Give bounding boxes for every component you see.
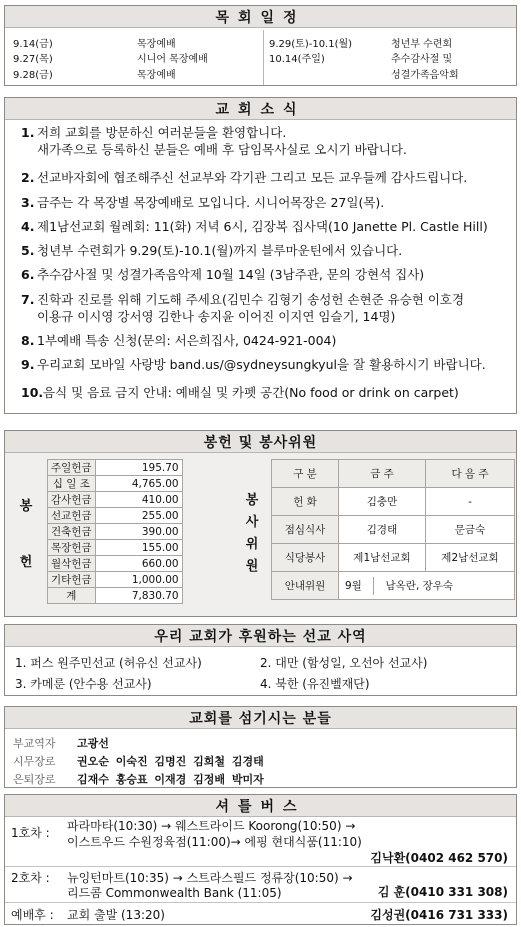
offering-amount: 410.00 xyxy=(95,492,182,508)
news-panel xyxy=(4,97,517,414)
news-title: 교회소식 xyxy=(5,98,516,120)
service-side-label: 위 xyxy=(245,537,259,552)
service-role: 식당봉사 xyxy=(272,544,339,572)
after-service-label: 예배후 : xyxy=(11,908,54,922)
schedule-event: 목장예배 xyxy=(137,39,176,50)
schedule-event: 성결가족음악회 xyxy=(391,70,459,81)
service-header-row xyxy=(272,460,515,488)
news-number: 10. xyxy=(21,385,44,400)
service-next-week: - xyxy=(426,488,515,516)
schedule-title: 목회일정 xyxy=(5,6,516,28)
service-next-week: 제2남선교회 xyxy=(426,544,515,572)
news-item xyxy=(21,291,464,325)
news-number: 1. xyxy=(21,125,35,140)
offering-amount: 660.00 xyxy=(95,556,182,572)
news-text: 새가족으로 등록하신 분들은 예배 후 담임목사실로 오시기 바랍니다. xyxy=(37,142,407,157)
offering-side-label: 봉 xyxy=(19,499,33,514)
news-text: 진학과 진로를 위해 기도해 주세요(김민수 김형기 송성헌 손현준 유승현 이호경 xyxy=(37,292,465,307)
offering-amount: 155.00 xyxy=(95,540,182,556)
news-text: 선교바자회에 협조해주신 선교부와 각기관 그리고 모든 교우들께 감사드립니다. xyxy=(37,170,468,185)
bus1-route-line1: 파라마타(10:30) → 웨스트라이드 Koorong(10:50) → xyxy=(67,819,356,833)
service-row xyxy=(272,544,515,572)
offering-amount: 195.70 xyxy=(95,460,182,476)
servant-names: 고광선 xyxy=(77,737,109,750)
shuttle-divider xyxy=(5,902,516,903)
servants-title: 교회를 섬기시는 분들 xyxy=(5,707,516,729)
bus2-label: 2호차 : xyxy=(11,871,50,885)
servant-row xyxy=(13,771,264,787)
news-number: 4. xyxy=(21,219,35,234)
service-row xyxy=(272,488,515,516)
news-number: 3. xyxy=(21,195,35,210)
offering-label: 기타헌금 xyxy=(48,572,96,588)
news-number: 5. xyxy=(21,243,35,258)
servants-panel xyxy=(4,706,517,788)
news-item xyxy=(21,384,459,401)
news-item xyxy=(21,266,424,283)
news-item xyxy=(21,124,407,158)
offering-table xyxy=(47,459,183,604)
service-next-week: 문금숙 xyxy=(426,516,515,544)
service-side-label: 사 xyxy=(245,515,259,530)
news-item xyxy=(21,332,336,349)
news-text: 1부예배 특송 신청(문의: 서은희집사, 0424-921-004) xyxy=(37,333,337,348)
servant-role: 은퇴장로 xyxy=(13,773,56,786)
offering-row xyxy=(48,540,183,556)
offering-row xyxy=(48,460,183,476)
offering-label: 목장헌금 xyxy=(48,540,96,556)
mission-item: 4. 북한 (유진벨재단) xyxy=(260,677,370,691)
offering-row xyxy=(48,476,183,492)
news-number: 7. xyxy=(21,292,35,307)
servant-role: 부교역자 xyxy=(13,737,56,750)
news-item xyxy=(21,169,467,186)
offering-amount: 390.00 xyxy=(95,524,182,540)
news-text: 우리교회 모바일 사랑방 band.us/@sydneysungkyul을 잘 활용하시기 바랍니다. xyxy=(37,357,486,372)
service-table xyxy=(271,459,515,600)
bus2-driver: 김 훈(0410 331 308) xyxy=(377,885,508,899)
after-service-text: 교회 출발 (13:20) xyxy=(67,908,165,922)
service-row xyxy=(272,516,515,544)
service-this-week: 김충만 xyxy=(339,488,426,516)
service-role: 헌 화 xyxy=(272,488,339,516)
news-number: 9. xyxy=(21,357,35,372)
mission-item: 3. 카메룬 (안수용 선교사) xyxy=(15,677,152,691)
service-side-label: 원 xyxy=(245,559,259,574)
shuttle-divider xyxy=(5,866,516,867)
schedule-date: 9.14(금) xyxy=(13,39,53,50)
mission-item: 2. 대만 (함성일, 오선아 선교사) xyxy=(260,656,428,670)
news-text: 저희 교회를 방문하신 여러분들을 환영합니다. xyxy=(37,125,287,140)
offering-total-row xyxy=(48,588,183,604)
service-side-label: 봉 xyxy=(245,493,259,508)
schedule-date: 9.29(토)-10.1(월) xyxy=(269,39,353,50)
offering-amount: 255.00 xyxy=(95,508,182,524)
shuttle-title: 셔틀버스 xyxy=(5,795,516,817)
servant-names: 권오순 이숙진 김명진 김희철 김경태 xyxy=(77,755,264,768)
schedule-event: 목장예배 xyxy=(137,70,176,81)
news-item xyxy=(21,242,402,259)
offering-label: 선교헌금 xyxy=(48,508,96,524)
missions-title: 우리 교회가 후원하는 선교 사역 xyxy=(5,625,516,647)
bus1-driver: 김낙환(0402 462 570) xyxy=(370,851,508,865)
bus1-label: 1호차 : xyxy=(11,826,50,840)
offering-label: 십 일 조 xyxy=(48,476,96,492)
offering-side-label: 헌 xyxy=(19,555,33,570)
usher-names: 남옥란, 장우숙 xyxy=(385,579,454,592)
offering-label: 감사헌금 xyxy=(48,492,96,508)
usher-divider xyxy=(373,577,374,595)
offering-total-amount: 7,830.70 xyxy=(95,588,182,604)
missions-panel xyxy=(4,624,517,696)
news-text: 금주는 각 목장별 목장예배로 모입니다. 시니어목장은 27일(목). xyxy=(37,195,385,210)
schedule-event: 시니어 목장예배 xyxy=(137,54,208,65)
servant-row xyxy=(13,735,109,751)
offering-amount: 1,000.00 xyxy=(95,572,182,588)
offering-row xyxy=(48,572,183,588)
news-text: 추수감사절 및 성결가족음악제 10월 14일 (3남주관, 문의 강현석 집사) xyxy=(37,267,425,282)
schedule-divider xyxy=(263,30,264,85)
servant-row xyxy=(13,753,264,769)
after-service-driver: 김성권(0416 731 333) xyxy=(370,908,508,922)
service-header: 구 분 xyxy=(272,460,339,488)
offering-title: 봉헌 및 봉사위원 xyxy=(5,431,516,453)
offering-label: 주일헌금 xyxy=(48,460,96,476)
usher-cell xyxy=(339,572,515,600)
shuttle-panel xyxy=(4,794,517,925)
news-item xyxy=(21,218,488,235)
offering-label: 월삭헌금 xyxy=(48,556,96,572)
service-role: 점심식사 xyxy=(272,516,339,544)
offering-row xyxy=(48,508,183,524)
news-number: 6. xyxy=(21,267,35,282)
mission-item: 1. 퍼스 원주민선교 (허유신 선교사) xyxy=(15,656,202,670)
schedule-event: 추수감사절 및 xyxy=(391,54,453,65)
news-number: 2. xyxy=(21,170,35,185)
news-item xyxy=(21,356,486,373)
news-text: 음식 및 음료 금지 안내: 예배실 및 카펫 공간(No food or drink on carpet) xyxy=(43,385,459,400)
offering-row xyxy=(48,524,183,540)
service-header: 금 주 xyxy=(339,460,426,488)
bus2-route-line1: 뉴잉턴마트(10:35) → 스트라스필드 정류장(10:50) → xyxy=(67,871,353,885)
news-text: 이용규 이시영 강서영 김한나 송지윤 이어진 이지연 임슬기, 14명) xyxy=(37,309,396,324)
offering-label: 건축헌금 xyxy=(48,524,96,540)
servant-names: 김재수 홍승표 이재경 김정배 박미자 xyxy=(77,773,264,786)
service-this-week: 제1남선교회 xyxy=(339,544,426,572)
bus1-route-line2: 이스트우드 수원정육점(11:00)→ 에핑 현대식품(11:10) xyxy=(67,835,362,849)
usher-role: 안내위원 xyxy=(272,572,339,600)
offering-panel xyxy=(4,430,517,617)
schedule-date: 10.14(주일) xyxy=(269,54,325,65)
news-text: 제1남선교회 월례회: 11(화) 저녁 6시, 김장복 집사댁(10 Janette Pl. Castle Hill) xyxy=(37,219,488,234)
offering-total-label: 계 xyxy=(48,588,96,604)
service-header: 다 음 주 xyxy=(426,460,515,488)
bus2-route-line2: 리드콤 Commonwealth Bank (11:05) xyxy=(67,886,282,900)
offering-amount: 4,765.00 xyxy=(95,476,182,492)
offering-row xyxy=(48,556,183,572)
servant-role: 시무장로 xyxy=(13,755,56,768)
news-item xyxy=(21,194,384,211)
service-this-week: 김경태 xyxy=(339,516,426,544)
news-text: 청년부 수련회가 9.29(토)-10.1(월)까지 블루마운틴에서 있습니다. xyxy=(37,243,403,258)
usher-month: 9월 xyxy=(345,579,362,592)
schedule-panel xyxy=(4,5,517,86)
schedule-event: 청년부 수련회 xyxy=(391,39,453,50)
news-number: 8. xyxy=(21,333,35,348)
usher-row xyxy=(272,572,515,600)
offering-row xyxy=(48,492,183,508)
schedule-date: 9.28(금) xyxy=(13,70,53,81)
schedule-date: 9.27(목) xyxy=(13,54,53,65)
